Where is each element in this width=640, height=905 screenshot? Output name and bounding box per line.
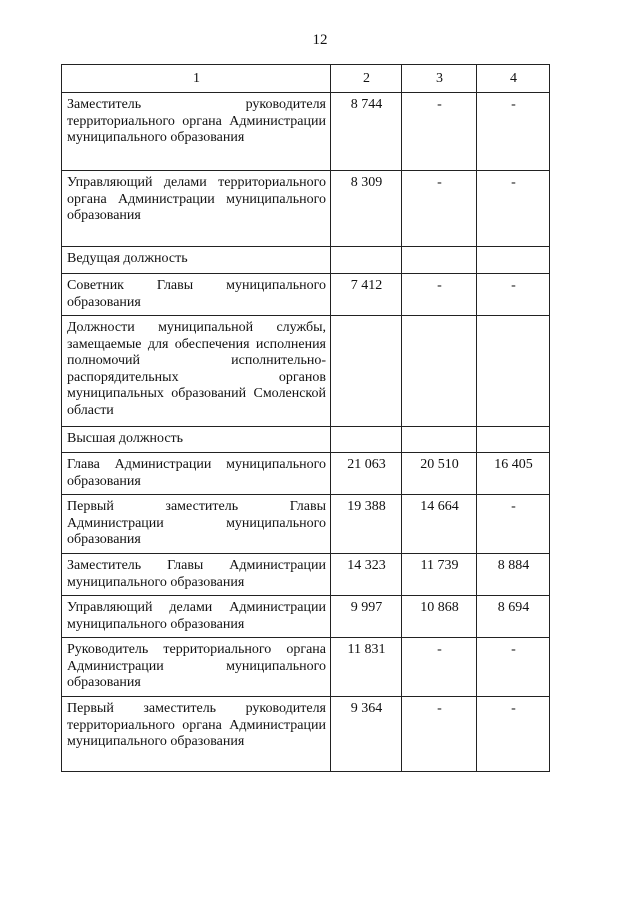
page-number: 12: [312, 32, 328, 48]
column-header-3: 3: [402, 65, 477, 93]
value-cell-col3: [402, 316, 477, 427]
value-cell-col2: 21 063: [331, 453, 402, 495]
value-cell-col4: 8 884: [477, 554, 550, 596]
value-cell-col4: [477, 247, 550, 274]
group-heading: Должности муниципальной службы, замещаемые для обеспечения исполнения полномочий исполнительно-распорядительных органов муниципальных образований Смоленской области: [62, 316, 331, 427]
column-header-2: 2: [331, 65, 402, 93]
table-row: [62, 495, 550, 554]
value-cell-col2: 14 323: [331, 554, 402, 596]
value-cell-col2: 9 997: [331, 596, 402, 638]
value-cell-col4: 16 405: [477, 453, 550, 495]
section-heading-row: [62, 427, 550, 453]
value-cell-col4: -: [477, 495, 550, 554]
table-row: [62, 697, 550, 772]
value-cell-col3: -: [402, 274, 477, 316]
value-cell-col3: -: [402, 93, 477, 171]
section-heading: Ведущая должность: [62, 247, 331, 274]
position-cell: Первый заместитель руководителя территориального органа Администрации муниципального образования: [62, 697, 331, 772]
value-cell-col2: [331, 316, 402, 427]
value-cell-col3: -: [402, 697, 477, 772]
group-heading-row: [62, 316, 550, 427]
column-header-1: 1: [62, 65, 331, 93]
position-cell: Заместитель руководителя территориального органа Администрации муниципального образования: [62, 93, 331, 171]
value-cell-col4: [477, 427, 550, 453]
position-cell: Руководитель территориального органа Администрации муниципального образования: [62, 638, 331, 697]
value-cell-col2: [331, 247, 402, 274]
value-cell-col4: -: [477, 93, 550, 171]
value-cell-col2: 19 388: [331, 495, 402, 554]
value-cell-col4: -: [477, 171, 550, 247]
value-cell-col3: -: [402, 171, 477, 247]
value-cell-col3: 14 664: [402, 495, 477, 554]
value-cell-col2: 7 412: [331, 274, 402, 316]
salary-table: [61, 64, 550, 772]
table-row: [62, 596, 550, 638]
table-row: [62, 554, 550, 596]
position-cell: Первый заместитель Главы Администрации муниципального образования: [62, 495, 331, 554]
table-row: [62, 453, 550, 495]
position-cell: Советник Главы муниципального образования: [62, 274, 331, 316]
position-cell: Глава Администрации муниципального образования: [62, 453, 331, 495]
section-heading: Высшая должность: [62, 427, 331, 453]
value-cell-col3: 20 510: [402, 453, 477, 495]
value-cell-col2: [331, 427, 402, 453]
value-cell-col3: -: [402, 638, 477, 697]
value-cell-col4: -: [477, 697, 550, 772]
value-cell-col4: -: [477, 638, 550, 697]
value-cell-col4: -: [477, 274, 550, 316]
table-row: [62, 638, 550, 697]
value-cell-col2: 9 364: [331, 697, 402, 772]
position-cell: Управляющий делами территориального органа Администрации муниципального образования: [62, 171, 331, 247]
value-cell-col2: 8 309: [331, 171, 402, 247]
section-heading-row: [62, 247, 550, 274]
value-cell-col3: 11 739: [402, 554, 477, 596]
position-cell: Заместитель Главы Администрации муниципального образования: [62, 554, 331, 596]
table-row: [62, 171, 550, 247]
value-cell-col3: [402, 247, 477, 274]
table-row: [62, 274, 550, 316]
value-cell-col4: [477, 316, 550, 427]
value-cell-col3: 10 868: [402, 596, 477, 638]
table-row: [62, 93, 550, 171]
value-cell-col3: [402, 427, 477, 453]
value-cell-col2: 8 744: [331, 93, 402, 171]
table-header-row: [62, 65, 550, 93]
value-cell-col2: 11 831: [331, 638, 402, 697]
column-header-4: 4: [477, 65, 550, 93]
value-cell-col4: 8 694: [477, 596, 550, 638]
position-cell: Управляющий делами Администрации муниципального образования: [62, 596, 331, 638]
